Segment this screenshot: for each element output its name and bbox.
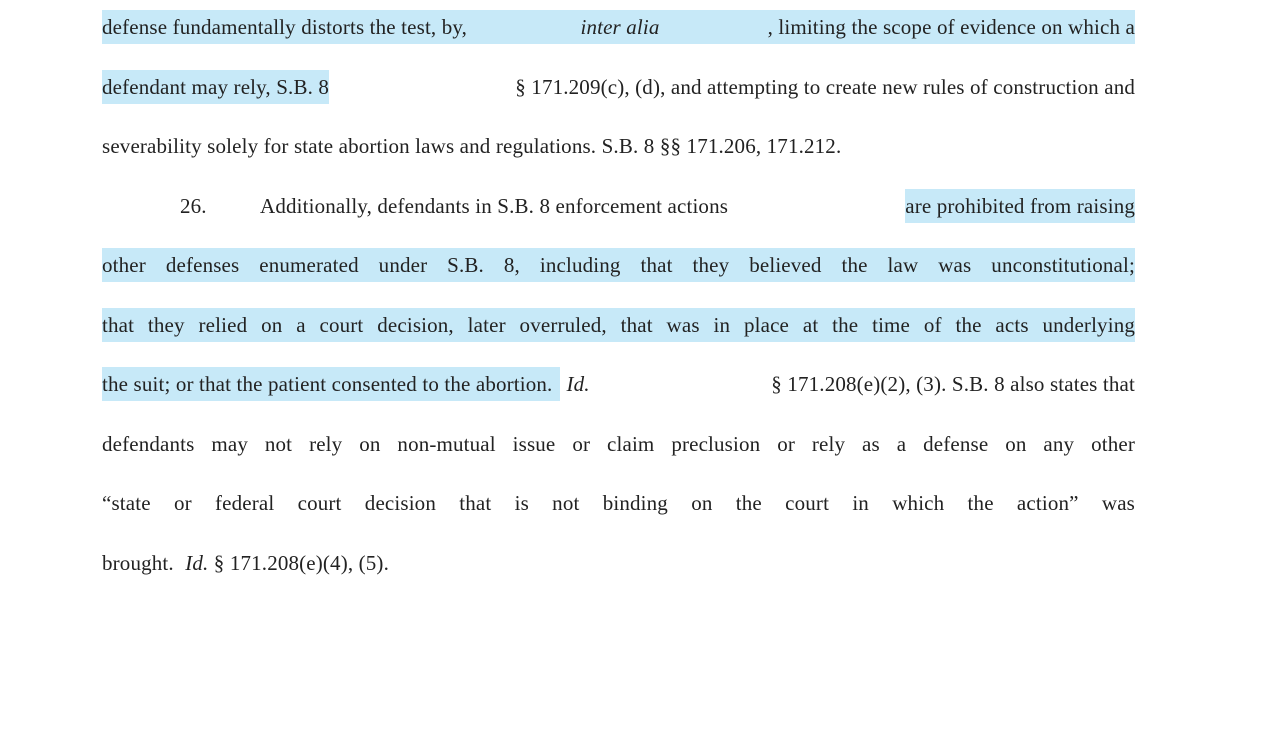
text-line-1 xyxy=(102,10,1135,44)
text-line-8 xyxy=(102,427,1135,461)
highlighted-text-run: defendant may rely, S.B. 8 xyxy=(102,70,329,104)
text-run: Additionally, defendants in S.B. 8 enforcement actions xyxy=(260,194,734,218)
italic-text-run: inter alia xyxy=(580,15,660,39)
text-run: severability solely for state abortion laws and regulations. S.B. 8 §§ 171.206, 171.212. xyxy=(102,134,842,158)
paragraph-number: 26. xyxy=(180,194,207,218)
italic-text-run: Id. xyxy=(566,372,590,396)
highlighted-text-run: the suit; or that the patient consented to the abortion. xyxy=(102,367,560,401)
text-run: , limiting the scope of evidence on which a xyxy=(767,15,1135,39)
text-run: defense fundamentally distorts the test, by, xyxy=(102,15,473,39)
text-line-2 xyxy=(102,70,1135,104)
text-line-5 xyxy=(102,248,1135,282)
text-line-6 xyxy=(102,308,1135,342)
italic-text-run: Id. xyxy=(185,551,209,575)
text-run: § 171.208(e)(2), (3). S.B. 8 also states that xyxy=(765,372,1135,396)
highlighted-text-run: that they relied on a court decision, later overruled, that was in place at the time of the acts underlying xyxy=(102,313,1135,337)
text-line-4 xyxy=(102,189,1135,223)
text-run: defendants may not rely on non-mutual issue or claim preclusion or rely as a defense on any other xyxy=(102,432,1135,456)
text-line-9 xyxy=(102,486,1135,520)
text-run: § 171.209(c), (d), and attempting to create new rules of construction and xyxy=(509,75,1135,99)
text-run: “state or federal court decision that is not binding on the court in which the action” was xyxy=(102,491,1135,515)
text-line-3 xyxy=(102,129,841,163)
text-run: § 171.208(e)(4), (5). xyxy=(208,551,389,575)
text-line-7 xyxy=(102,367,1135,401)
highlighted-text-run: are prohibited from raising xyxy=(905,189,1135,223)
highlighted-text-run: other defenses enumerated under S.B. 8, including that they believed the law was unconstitutional; xyxy=(102,253,1135,277)
text-line-10 xyxy=(102,546,389,580)
text-run: brought. xyxy=(102,551,180,575)
